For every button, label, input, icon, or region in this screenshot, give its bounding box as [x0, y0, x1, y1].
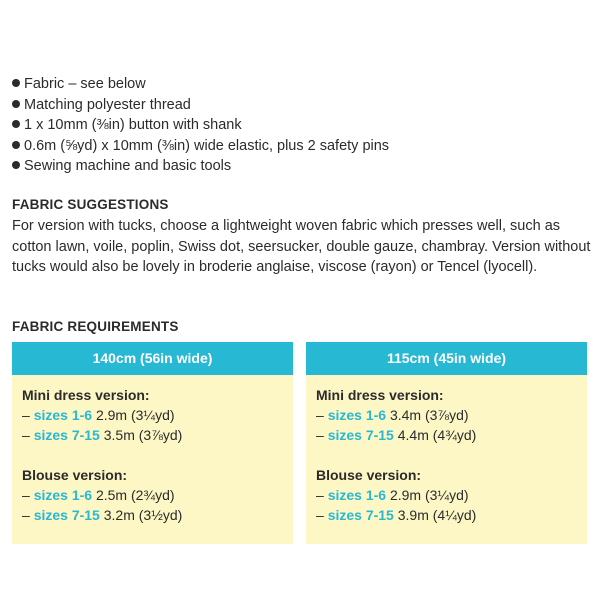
requirement-row: – sizes 1-6 3.4m (3⅞yd)	[316, 407, 469, 423]
mini-dress-title: Mini dress version:	[316, 387, 444, 403]
bullet-icon	[12, 100, 20, 108]
amount: 3.5m (3⅞yd)	[103, 427, 183, 443]
size-range: sizes 1-6	[327, 407, 387, 423]
requirement-row: – sizes 7-15 3.2m (3½yd)	[22, 507, 183, 523]
size-range: sizes 7-15	[327, 427, 394, 443]
requirements-card-140cm	[12, 342, 293, 544]
size-range: sizes 7-15	[327, 507, 394, 523]
materials-list	[12, 74, 389, 177]
list-item: Sewing machine and basic tools	[12, 156, 389, 177]
list-item: 1 x 10mm (⅜in) button with shank	[12, 115, 389, 136]
amount: 2.9m (3¼yd)	[389, 487, 469, 503]
card-header: 115cm (45in wide)	[306, 342, 587, 375]
size-range: sizes 1-6	[33, 487, 93, 503]
requirement-row: – sizes 1-6 2.9m (3¼yd)	[316, 487, 469, 503]
card-body	[12, 375, 293, 525]
size-range: sizes 1-6	[33, 407, 93, 423]
fabric-suggestions-heading: FABRIC SUGGESTIONS	[12, 197, 169, 212]
requirement-row: – sizes 7-15 3.9m (4¼yd)	[316, 507, 477, 523]
amount: 3.9m (4¼yd)	[397, 507, 477, 523]
bullet-icon	[12, 141, 20, 149]
card-header: 140cm (56in wide)	[12, 342, 293, 375]
bullet-icon	[12, 161, 20, 169]
list-item: Matching polyester thread	[12, 95, 389, 116]
amount: 4.4m (4¾yd)	[397, 427, 477, 443]
blouse-title: Blouse version:	[22, 467, 128, 483]
requirements-card-115cm	[306, 342, 587, 544]
requirement-row: – sizes 1-6 2.9m (3¼yd)	[22, 407, 175, 423]
list-item: 0.6m (⅝yd) x 10mm (⅜in) wide elastic, plus 2 safety pins	[12, 136, 389, 157]
size-range: sizes 7-15	[33, 507, 100, 523]
amount: 2.9m (3¼yd)	[95, 407, 175, 423]
fabric-requirements-heading: FABRIC REQUIREMENTS	[12, 319, 179, 334]
blouse-title: Blouse version:	[316, 467, 422, 483]
amount: 3.4m (3⅞yd)	[389, 407, 469, 423]
requirement-row: – sizes 7-15 4.4m (4¾yd)	[316, 427, 477, 443]
list-item: Fabric – see below	[12, 74, 389, 95]
size-range: sizes 1-6	[327, 487, 387, 503]
amount: 2.5m (2¾yd)	[95, 487, 175, 503]
bullet-icon	[12, 79, 20, 87]
amount: 3.2m (3½yd)	[103, 507, 183, 523]
size-range: sizes 7-15	[33, 427, 100, 443]
bullet-icon	[12, 120, 20, 128]
requirement-row: – sizes 1-6 2.5m (2¾yd)	[22, 487, 175, 503]
mini-dress-title: Mini dress version:	[22, 387, 150, 403]
fabric-suggestions-text: For version with tucks, choose a lightweight woven fabric which presses well, such as cotton lawn, voile, poplin, Swiss dot, seersucker, double gauze, chambray. Version without tucks would also be lovely in broderie anglaise, viscose (rayon) or Tencel (lyocell).	[12, 218, 591, 275]
card-body	[306, 375, 587, 525]
requirement-row: – sizes 7-15 3.5m (3⅞yd)	[22, 427, 183, 443]
